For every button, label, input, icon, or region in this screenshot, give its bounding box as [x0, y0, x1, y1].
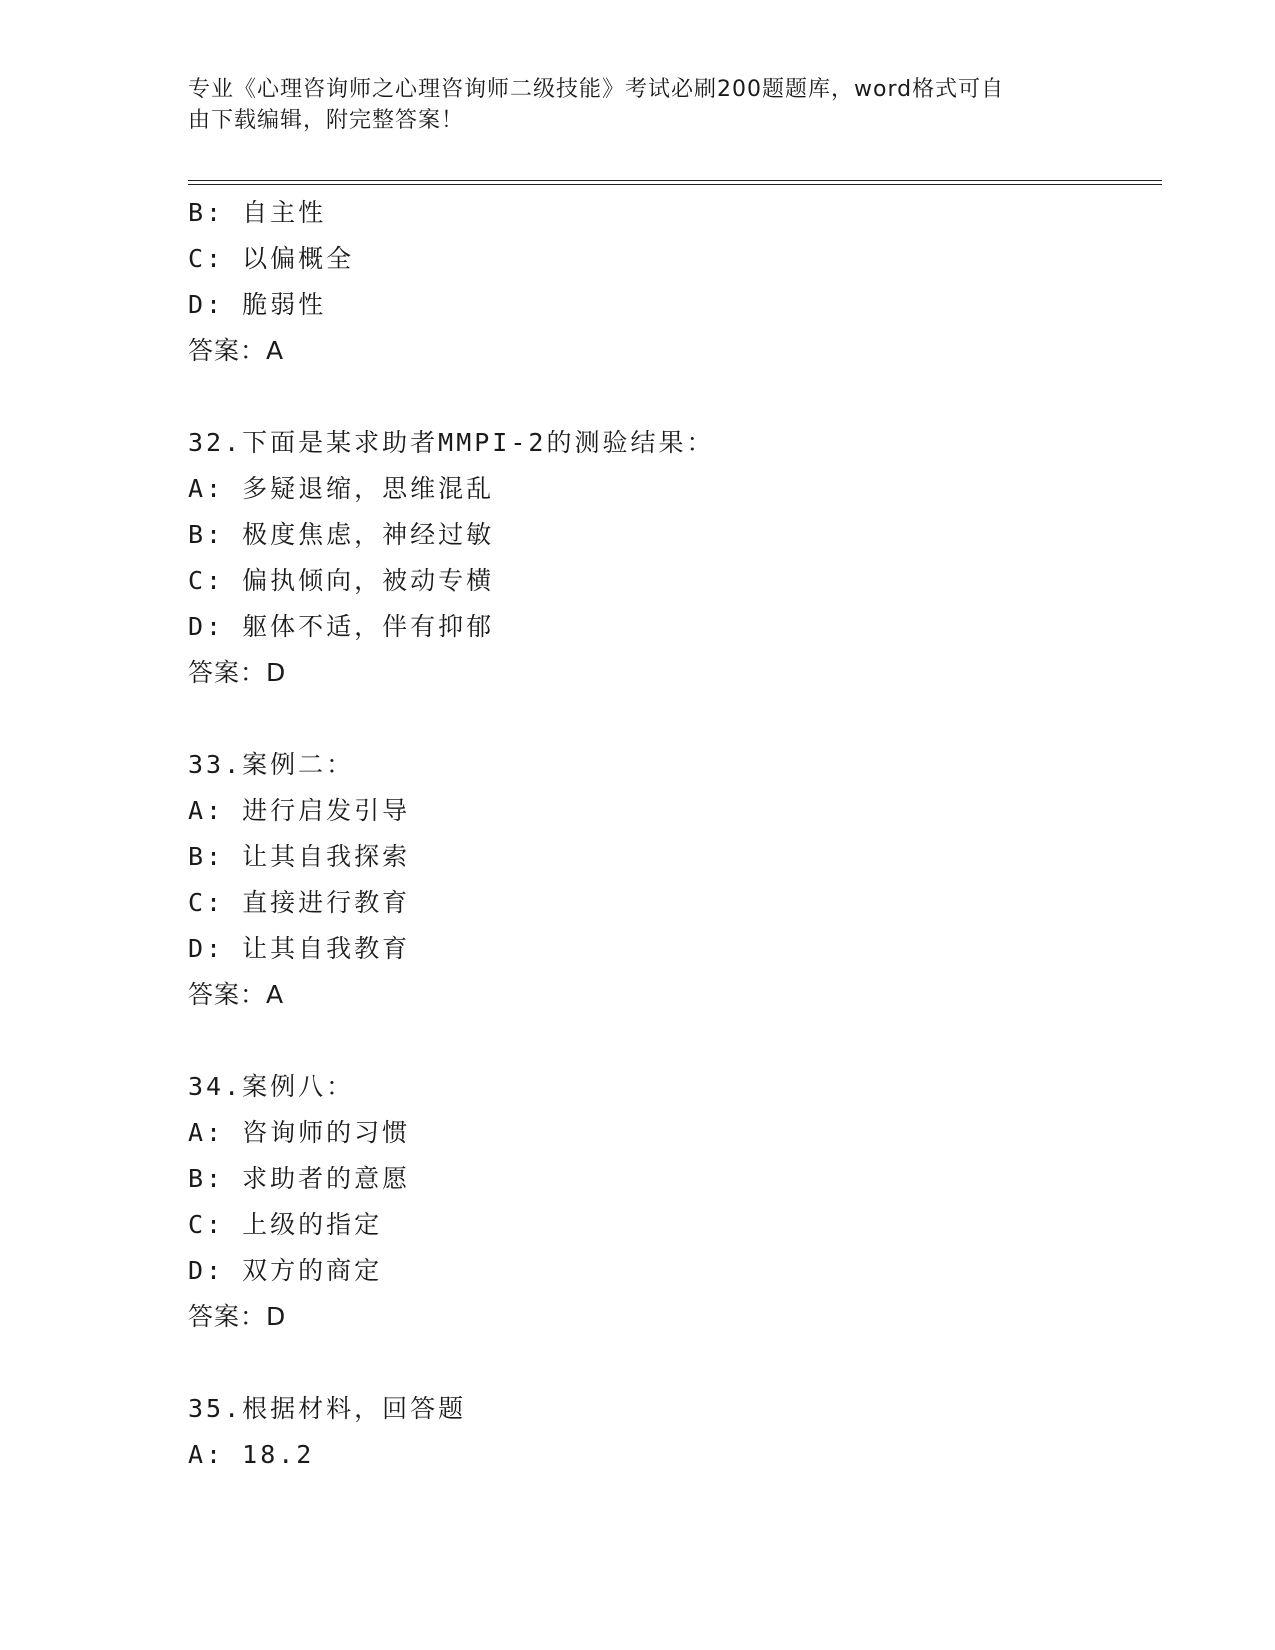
header-divider-bottom: [188, 184, 1162, 185]
option-a: A: 进行启发引导: [188, 796, 411, 825]
option-b: B: 求助者的意愿: [188, 1164, 411, 1193]
document-header: [188, 74, 1088, 136]
option-c: C: 以偏概全: [188, 244, 355, 273]
option-b: B: 让其自我探索: [188, 842, 411, 871]
option-c: C: 偏执倾向，被动专横: [188, 566, 495, 595]
option-d: D: 双方的商定: [188, 1256, 383, 1285]
question-stem: 32.下面是某求助者MMPI-2的测验结果：: [188, 428, 715, 457]
answer: 答案：D: [188, 1302, 287, 1331]
header-line-2: 由下载编辑，附完整答案！: [188, 108, 465, 133]
question-35: [188, 1386, 1148, 1478]
answer: 答案：A: [188, 980, 285, 1009]
answer: 答案：A: [188, 336, 285, 365]
option-a: A: 18.2: [188, 1440, 315, 1469]
question-stem: 33.案例二：: [188, 750, 355, 779]
question-33: [188, 742, 1148, 1018]
question-31-continued: [188, 190, 1148, 374]
option-a: A: 咨询师的习惯: [188, 1118, 411, 1147]
answer: 答案：D: [188, 658, 287, 687]
header-divider-top: [188, 180, 1162, 181]
question-32: [188, 420, 1148, 696]
header-line-1: 专业《心理咨询师之心理咨询师二级技能》考试必刷200题题库，word格式可自: [188, 77, 1005, 102]
option-c: C: 直接进行教育: [188, 888, 411, 917]
option-d: D: 脆弱性: [188, 290, 327, 319]
option-a: A: 多疑退缩，思维混乱: [188, 474, 495, 503]
question-34: [188, 1064, 1148, 1340]
option-d: D: 让其自我教育: [188, 934, 411, 963]
question-list: [188, 190, 1148, 1478]
question-stem: 35.根据材料，回答题: [188, 1394, 467, 1423]
option-b: B: 极度焦虑，神经过敏: [188, 520, 495, 549]
option-d: D: 躯体不适，伴有抑郁: [188, 612, 495, 641]
question-stem: 34.案例八：: [188, 1072, 355, 1101]
option-b: B: 自主性: [188, 198, 327, 227]
option-c: C: 上级的指定: [188, 1210, 383, 1239]
